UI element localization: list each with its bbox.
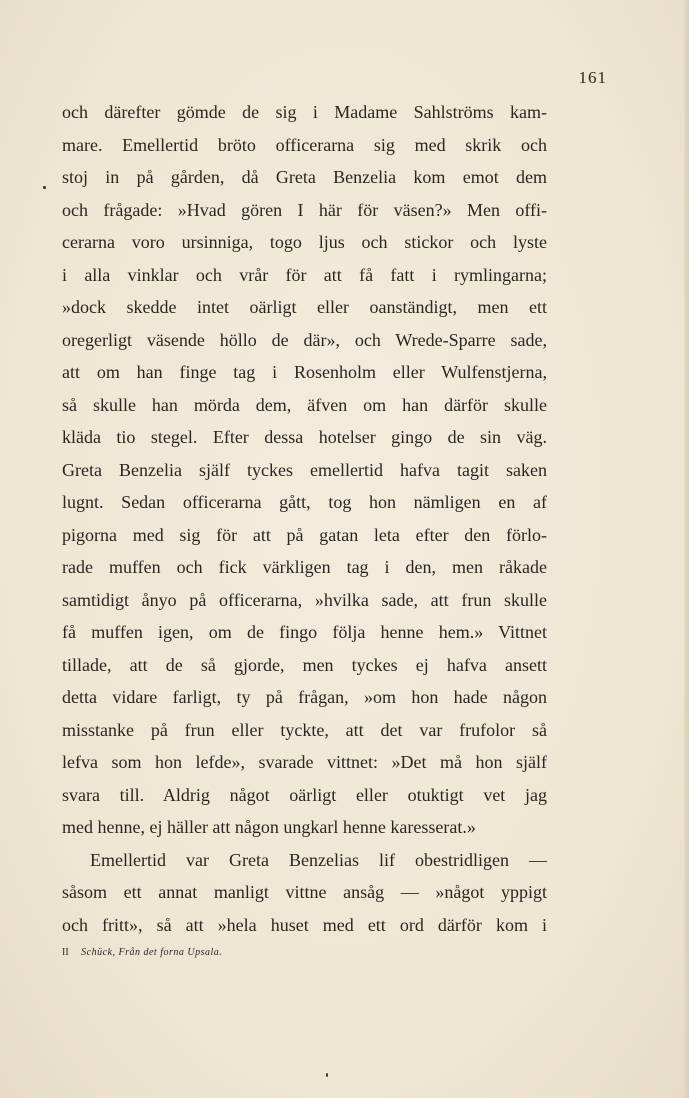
- text-line: och frågade: »Hvad gören I här för väsen?» Men offi-: [62, 199, 547, 220]
- text-line: stoj in på gården, då Greta Benzelia kom emot dem: [62, 167, 547, 187]
- footnote-title: Schück, Från det forna Upsala.: [81, 947, 223, 958]
- body-text: [62, 96, 547, 941]
- text-line: kläda tio stegel. Efter dessa hotelser gingo de sin väg.: [62, 427, 547, 447]
- text-line: lefva som hon lefde», svarade vittnet: »Det må hon själf: [62, 752, 547, 772]
- text-line: så skulle han mörda dem, äfven om han därför skulle: [62, 394, 547, 415]
- text-line: lugnt. Sedan officerarna gått, tog hon nämligen en af: [62, 492, 547, 512]
- text-line: svara till. Aldrig något oärligt eller otuktigt vet jag: [62, 784, 547, 805]
- page-edge-shadow: [684, 0, 689, 1098]
- footnote: [62, 947, 222, 958]
- text-line: cerarna voro ursinniga, togo ljus och stickor och lyste: [62, 232, 547, 252]
- text-line: att om han finge tag i Rosenholm eller Wulfenstjerna,: [62, 362, 547, 382]
- signature-mark: II: [62, 947, 69, 958]
- text-line: och fritt», så att »hela huset med ett ord därför kom i: [62, 914, 547, 935]
- ink-speck: [43, 186, 46, 189]
- ink-speck: [326, 1073, 328, 1077]
- text-line: oregerligt väsende höllo de där», och Wrede-Sparre sade,: [62, 329, 547, 350]
- text-line: misstanke på frun eller tyckte, att det var frufolor så: [62, 719, 547, 740]
- text-line: Greta Benzelia själf tyckes emellertid hafva tagit saken: [62, 459, 547, 480]
- page-number: 161: [578, 68, 607, 87]
- text-line: rade muffen och fick värkligen tag i den, men råkade: [62, 557, 547, 577]
- text-line: detta vidare farligt, ty på frågan, »om hon hade någon: [62, 687, 547, 707]
- text-line: såsom ett annat manligt vittne ansåg — »något yppigt: [62, 882, 547, 902]
- text-line: Emellertid var Greta Benzelias lif obestridligen —: [90, 849, 547, 870]
- text-line: tillade, att de så gjorde, men tyckes ej hafva ansett: [62, 654, 547, 675]
- text-line: i alla vinklar och vrår för att få fatt i rymlingarna;: [62, 264, 547, 285]
- text-line: pigorna med sig för att på gatan leta efter den förlo-: [62, 524, 547, 545]
- text-line: samtidigt ånyo på officerarna, »hvilka sade, att frun skulle: [62, 589, 547, 610]
- text-line: med henne, ej häller att någon ungkarl henne karesserat.»: [62, 817, 476, 837]
- text-line: mare. Emellertid bröto officerarna sig med skrik och: [62, 134, 547, 155]
- text-line: »dock skedde intet oärligt eller oanständigt, men ett: [62, 297, 547, 317]
- text-line: få muffen igen, om de fingo följa henne hem.» Vittnet: [62, 622, 547, 642]
- text-line: och därefter gömde de sig i Madame Sahlströms kam-: [62, 102, 547, 122]
